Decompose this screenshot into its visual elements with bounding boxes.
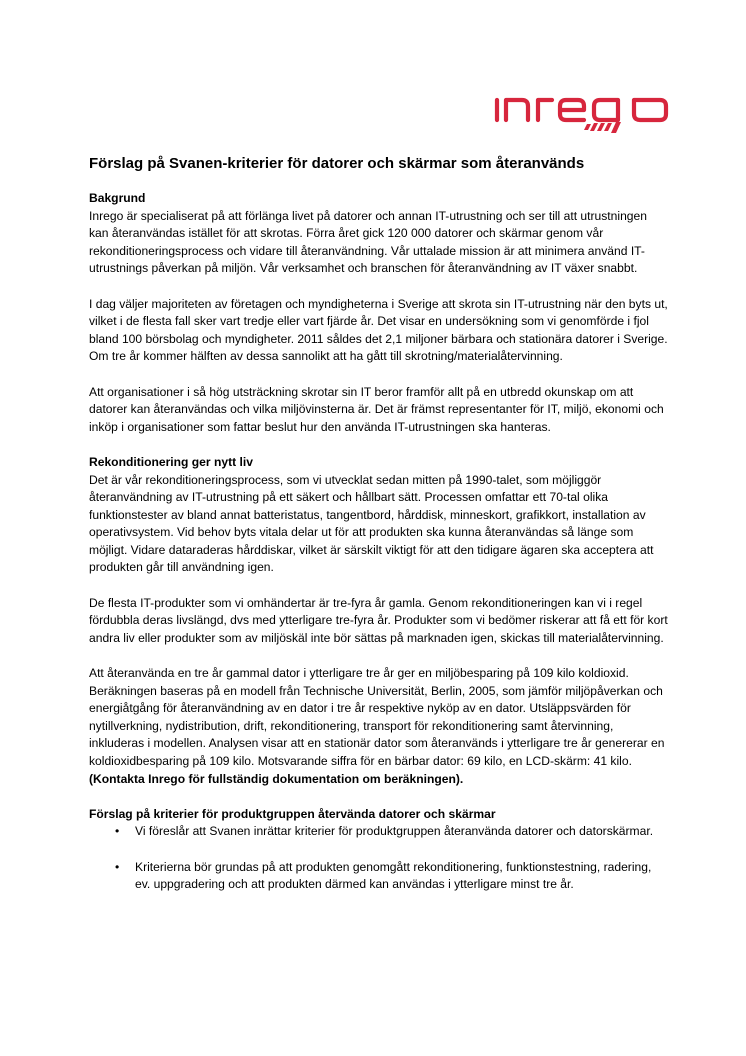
paragraph: Att organisationer i så hög utsträckning skrotar sin IT beror framför allt på en utbredd okunskap om att datorer kan återanvändas och vilka miljövinsterna är. Det är främst representanter för IT, miljö, ekonomi och inköp i organisationer som fattar beslut hur den använda IT-utrustningen ska hanteras. bbox=[89, 384, 664, 434]
paragraph: I dag väljer majoriteten av företagen och myndigheterna i Sverige att skrota sin IT-utrustning när den byts ut, vilket i de flesta fall sker vart tredje eller vart fjärde år. Det visar en undersökning som vi genomförde i fjol bland 100 börsbolag och myndigheter. 2011 såldes det 2,1 miljoner bärbara och stationära datorer i Sverige. Om tre år kommer hälften av dessa sannolikt att ha gått till skrotning/materialåtervinning. bbox=[89, 296, 668, 364]
proposal-list bbox=[89, 823, 669, 893]
list-item-text: Vi föreslår att Svanen inrättar kriterier för produktgruppen återanvända datorer och datorskärmar. bbox=[135, 824, 654, 839]
inrego-logo bbox=[492, 86, 672, 136]
bullet-icon: • bbox=[115, 859, 120, 874]
document-body bbox=[89, 154, 669, 894]
section-heading-proposal: Förslag på kriterier för produktgruppen återvända datorer och skärmar bbox=[89, 806, 496, 821]
paragraph: De flesta IT-produkter som vi omhändertar är tre-fyra år gamla. Genom rekonditioneringen kan vi i regel fördubbla deras livslängd, dvs med ytterligare tre-fyra år. Produkter som vi bedömer riskerar att få ett för kort andra liv eller produkter som av miljöskäl inte bör sättas på marknaden igen, skickas till materialåtervinning. bbox=[89, 595, 668, 645]
paragraph bbox=[89, 665, 669, 788]
contact-note: (Kontakta Inrego för fullständig dokumentation om beräkningen). bbox=[89, 771, 464, 786]
bullet-icon: • bbox=[115, 824, 120, 839]
section-heading-recondition: Rekonditionering ger nytt liv bbox=[89, 454, 253, 469]
list-item bbox=[89, 859, 669, 894]
section-heading-background: Bakgrund bbox=[89, 191, 146, 205]
list-item-text: Kriterierna bör grundas på att produkten genomgått rekonditionering, funktionstestning, radering, ev. uppgradering och att produkten därmed kan användas i ytterligare minst tre år. bbox=[135, 859, 652, 892]
paragraph: Inrego är specialiserat på att förlänga livet på datorer och annan IT-utrustning och ser till att utrustningen kan återanvändas istället för att skrotas. Förra året gick 120 000 datorer och skärmar genom vår rekonditioneringsprocess och vidare till återanvändning. Vår uttalade mission är att minimera använd IT-utrustnings påverkan på miljön. Vår verksamhet och branschen för återanvändning av IT växer snabbt. bbox=[89, 208, 647, 276]
document-title: Förslag på Svanen-kriterier för datorer och skärmar som återanvänds bbox=[89, 155, 585, 172]
paragraph-text: Att återanvända en tre år gammal dator i ytterligare tre år ger en miljöbesparing på 109 kilo koldioxid. Beräkningen baseras på en modell från Technische Universität, Berlin, 2005, som jämför miljöpåverkan och energiåtgång för återanvändning av en dator i tre år respektive nyköp av en dator. Utsläppsvärden för nytillverkning, nydistribution, drift, rekonditionering, transport för rekonditionering samt återvinning, inkluderas i modellen. Analysen visar att en stationär dator som återanvänds i ytterligare tre år genererar en koldioxidbesparing på 109 kilo. Motsvarande siffra för en bärbar dator: 69 kilo, en LCD-skärm: 41 kilo. bbox=[89, 666, 665, 768]
list-item bbox=[89, 823, 669, 841]
paragraph: Det är vår rekonditioneringsprocess, som vi utvecklat sedan mitten på 1990-talet, som möjliggör återanvändning av IT-utrustning på ett säkert och hållbart sätt. Processen omfattar ett 70-tal olika funktionstester av bland annat batteristatus, tangentbord, hårddisk, minneskort, grafikkort, installation av operativsystem. Vid behov byts vitala delar ut för att produkten ska kunna återanvändas så länge som möjligt. Vidare dataraderas hårddiskar, vilket är särskilt viktigt för att den tidigare ägaren ska acceptera att produkten går till användning igen. bbox=[89, 472, 654, 575]
